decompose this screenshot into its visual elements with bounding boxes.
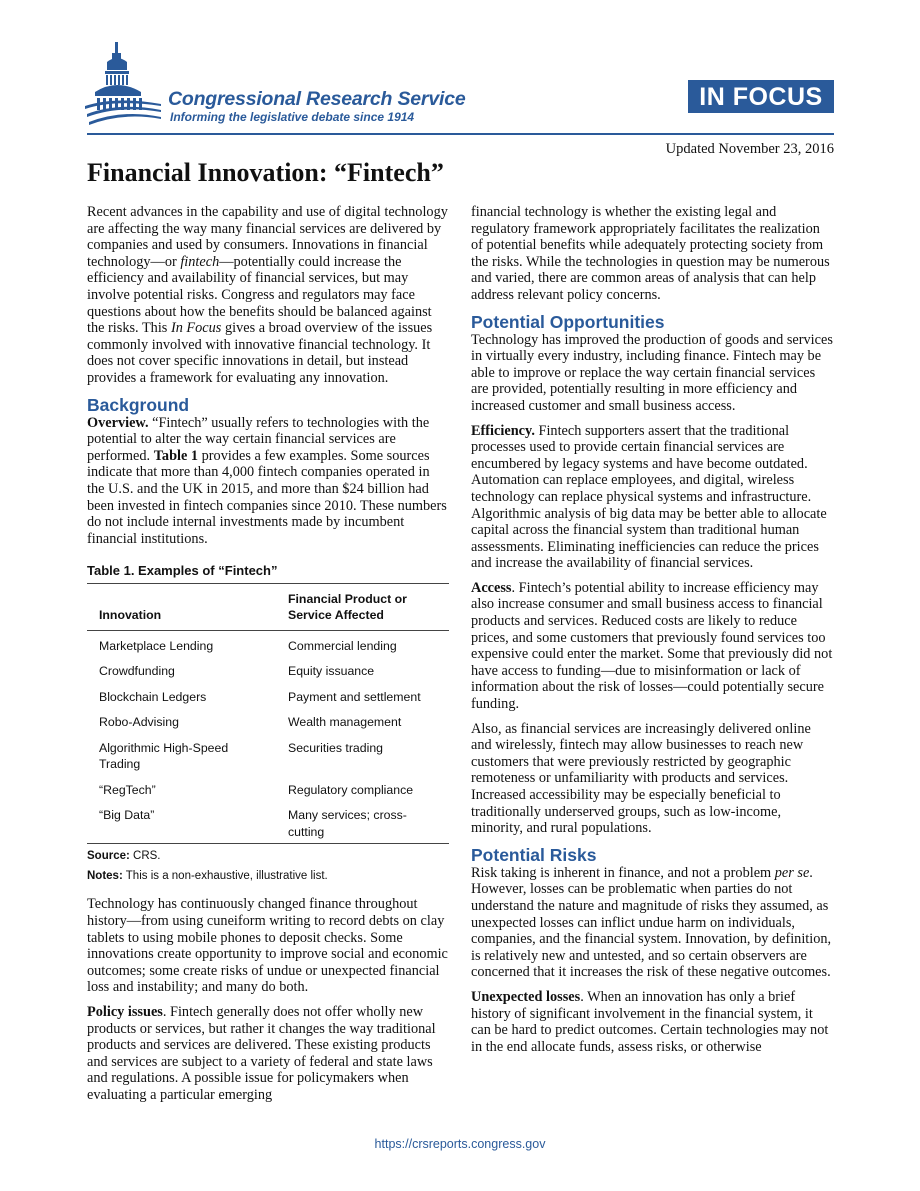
- table-cell: Payment and settlement: [288, 689, 421, 704]
- table-cell: Commercial lending: [288, 638, 397, 653]
- table-cell: Wealth management: [288, 715, 402, 730]
- table-cell: “Big Data”: [87, 802, 276, 844]
- table-cell: Robo-Advising: [99, 715, 179, 730]
- online-paragraph: Also, as financial services are increasingly delivered online and wirelessly, fintech may allow businesses to reach new customers that were previously restricted by geographic remoteness or unfamiliarity with products and services. Increased accessibility may be especially beneficial to traditionally underserved groups, such as low-income, minority, and rural populations.: [471, 720, 811, 837]
- history-paragraph: Technology has continuously changed finance throughout history—from using cuneiform writing to record debts on clay tablets to using mobile phones to deposit checks. Some innovations create opportunity to improve social and economic outcomes; some create risks of undue or unexpected financial loss and instability; and many do both.: [87, 896, 448, 996]
- table-cell: Many services; cross-cutting: [276, 802, 449, 844]
- org-name: Congressional Research Service: [168, 88, 466, 110]
- table-row: [87, 777, 449, 803]
- table-row: [87, 684, 449, 710]
- table-cell: Equity issuance: [288, 664, 375, 679]
- fintech-examples-table: [87, 583, 449, 845]
- table-cell: Crowdfunding: [99, 664, 175, 679]
- table-row: [87, 735, 449, 777]
- table-row: [87, 658, 449, 684]
- unexpected-losses-paragraph: Unexpected losses. When an innovation has only a brief history of significant involvement in the financial system, it can be hard to predict outcomes. Certain technologies may not in the end allocate funds, assess risks, or otherwise: [471, 988, 829, 1055]
- opportunities-paragraph: Technology has improved the production of goods and services in virtually every industry, including finance. Fintech may be able to improve or replace the way certain financial services are provided, potentially resulting in more efficiency and increased customer and small business access.: [471, 331, 833, 414]
- table-header-row: [87, 583, 449, 630]
- table-cell: Marketplace Lending: [99, 638, 214, 653]
- table-header: Financial Product or Service Affected: [276, 583, 449, 630]
- table-cell: Algorithmic High-Speed Trading: [99, 740, 229, 772]
- efficiency-paragraph: Efficiency. Fintech supporters assert that the traditional processes used to provide certain financial services are encumbered by legacy systems and have become outdated. Automation can replace employees, and digital, wireless technology can replace physical systems and infrastructure. Algorithmic analysis of big data may be better able to allocate capital across the financial system than traditional human assessments. Eliminating inefficiencies can reduce the prices and increase the availability of financial services.: [471, 422, 827, 572]
- background-heading: Background: [87, 394, 190, 415]
- updated-date: Updated November 23, 2016: [665, 141, 834, 157]
- capitol-dome-logo-icon: [85, 40, 165, 128]
- risks-paragraph: Risk taking is inherent in finance, and not a problem per se. However, losses can be problematic when parties do not understand the nature and magnitude of risks they assumed, as unexpected losses can inflict undue harm on individuals, companies, and the financial system. Innovation, by definition, is relatively new and untested, and so certain observers are concerned that it increases the risk of these negative outcomes.: [471, 864, 832, 981]
- table-cell: Blockchain Ledgers: [99, 689, 207, 704]
- footer-url[interactable]: https://crsreports.congress.gov: [374, 1137, 546, 1151]
- access-paragraph: Access. Fintech’s potential ability to increase efficiency may also increase consumer and small business access to financial products and services. Reduced costs are likely to reduce prices, and some customers that previously found services too expensive could enter the market. Some that previously did not have access to funding—due to misinformation or lack of information about the risk of losses—could potentially secure funding.: [471, 579, 833, 713]
- table-cell: Securities trading: [288, 740, 384, 755]
- table-row: [87, 709, 449, 735]
- page-title: Financial Innovation: “Fintech”: [87, 158, 444, 187]
- intro-paragraph: Recent advances in the capability and use of digital technology are affecting the way many financial services are delivered by companies and used by consumers. Innovations in financial technology—or fintech—potentially could increase the efficiency and availability of financial services, but may involve potential risks. Congress and regulators may face questions about how the benefits should be balanced against the risks. This In Focus gives a broad overview of the issues commonly involved with innovative financial technology. It does not cover specific innovations in detail, but instead provides a framework for evaluating any innovation.: [87, 204, 448, 386]
- left-column: [87, 204, 449, 1112]
- right-column: [471, 204, 835, 1063]
- risks-heading: Potential Risks: [471, 844, 597, 865]
- policy-paragraph: Policy issues. Fintech generally does not offer wholly new products or services, but rather it changes the way traditional products and services are delivered. These existing products and services are subject to a variety of federal and state laws and regulations. A possible issue for policymakers when evaluating a particular emerging: [87, 1003, 436, 1103]
- masthead: [0, 0, 920, 135]
- table-notes: Notes: This is a non-exhaustive, illustrative list.: [87, 870, 328, 883]
- table-cell: “RegTech”: [99, 782, 156, 797]
- table-source: Source: CRS.: [87, 850, 161, 863]
- table-row: [87, 802, 449, 844]
- table-row: [87, 630, 449, 658]
- table-header: Innovation: [87, 583, 276, 630]
- in-focus-badge: IN FOCUS: [688, 80, 834, 113]
- opportunities-heading: Potential Opportunities: [471, 311, 665, 332]
- continued-paragraph: financial technology is whether the existing legal and regulatory framework appropriately facilitates the realization of potential benefits while adequately protecting society from the risks. While the technologies in question may be numerous and varied, there are common areas of analysis that can help address relevant policy concerns.: [471, 204, 830, 303]
- org-tagline: Informing the legislative debate since 1914: [170, 110, 415, 124]
- overview-paragraph: Overview. “Fintech” usually refers to technologies with the potential to alter the way certain financial services are performed. Table 1 provides a few examples. Some sources indicate that more than 4,000 fintech companies operated in the U.S. and the UK in 2015, and more than $24 billion had been invested in fintech companies since 2010. These numbers do not include internal investments made by incumbent financial institutions.: [87, 414, 447, 547]
- table-cell: Regulatory compliance: [288, 782, 414, 797]
- table-title: Table 1. Examples of “Fintech”: [87, 563, 278, 579]
- header-rule: [87, 133, 834, 135]
